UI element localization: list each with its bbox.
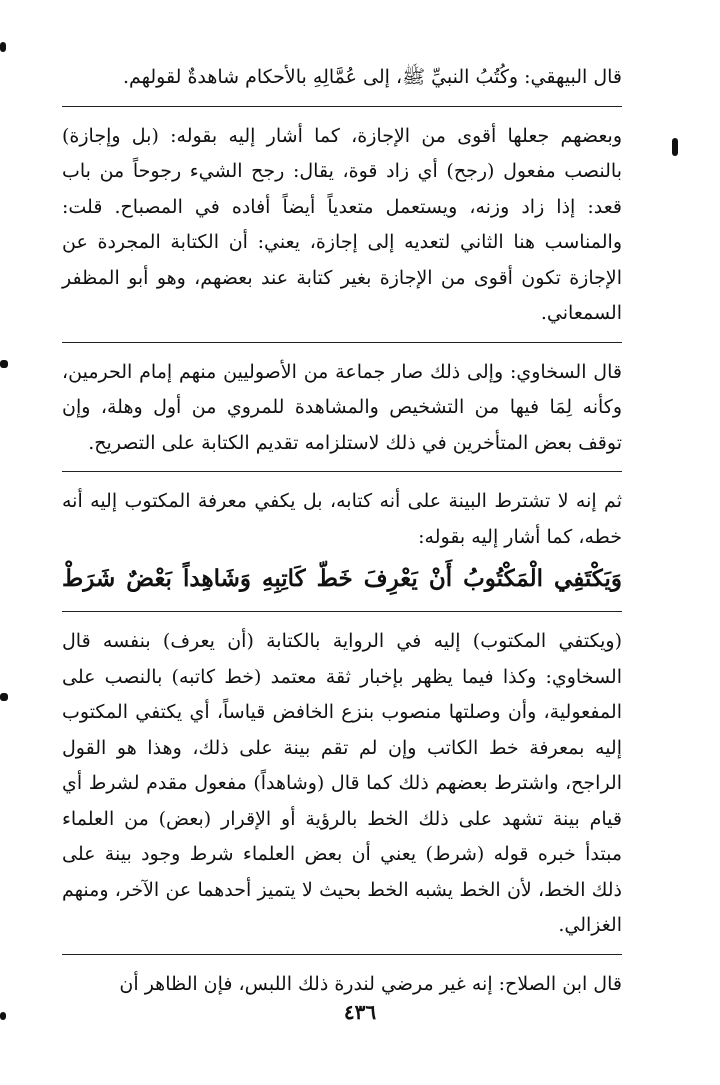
page-number: ٤٣٦: [343, 1000, 377, 1024]
scan-mark: [0, 42, 6, 52]
paragraph-1: قال البيهقي: وكُتُبُ النبيِّ ﷺ، إلى عُمَّالِهِ بالأحكام شاهدةٌ لقولهم.: [122, 66, 622, 88]
scan-mark: [0, 1012, 6, 1020]
paragraph-4: ثم إنه لا تشترط البينة على أنه كتابه، بل يكفي معرفة المكتوب إليه أنه خطه، كما أشار إليه بقوله:: [62, 490, 622, 548]
scan-mark: [0, 360, 8, 368]
separator-line: [62, 611, 622, 612]
scan-mark: [0, 693, 8, 701]
page-body: [62, 60, 622, 1002]
separator-line: [62, 954, 622, 955]
paragraph-3: قال السخاوي: وإلى ذلك صار جماعة من الأصوليين منهم إمام الحرمين، وكأنه لِمَا فيها من التشخيص والمشاهدة للمروي من أول وهلة، وإن توقف بعض المتأخرين في ذلك لاستلزامه تقديم الكتابة على التصريح.: [62, 360, 622, 454]
paragraph-2: وبعضهم جعلها أقوى من الإجازة، كما أشار إليه بقوله: (بل وإجازة) بالنصب مفعول (رجح) أي زاد قوة، يقال: رجح الشيء رجوحاً من باب قعد: إذا زاد وزنه، ويستعمل متعدياً أيضاً أفاده في المصباح. قلت: والمناسب هنا الثاني لتعديه إلى إجازة، يعني: أن الكتابة المجردة عن الإجازة تكون أقوى من الإجازة بغير كتابة عند بعضهم، وهو أبو المظفر السمعاني.: [62, 124, 622, 324]
verse-line: وَيَكْتَفِي الْمَكْتُوبُ أَنْ يَعْرِفَ خَطّ كَاتِبِهِ وَشَاهِداً بَعْضٌ شَرَطْ: [62, 565, 622, 592]
paragraph-5: (ويكتفي المكتوب) إليه في الرواية بالكتابة (أن يعرف) بنفسه قال السخاوي: وكذا فيما يظهر بإخبار ثقة معتمد (خط كاتبه) بالنصب على المفعولية، وأن وصلتها منصوب بنزع الخافض قياساً، أي يكتفي المكتوب إليه بمعرفة خط الكاتب وإن لم تقم بينة على ذلك، وهذا هو القول الراجح، واشترط بعضهم ذلك كما قال (وشاهداً) مفعول مقدم لشرط أي قيام بينة تشهد على ذلك الخط بالرؤية أو الإقرار (بعض) من العلماء مبتدأ خبره قوله (شرط) يعني أن بعض العلماء شرط وجود بينة على ذلك الخط، لأن الخط يشبه الخط بحيث لا يتميز أحدهما عن الآخر، ومنهم الغزالي.: [62, 630, 622, 936]
paragraph-6: قال ابن الصلاح: إنه غير مرضي لندرة ذلك اللبس، فإن الظاهر أن: [119, 972, 622, 995]
scan-mark: [672, 138, 678, 156]
separator-line: [62, 471, 622, 472]
separator-line: [62, 106, 622, 107]
separator-line: [62, 342, 622, 343]
